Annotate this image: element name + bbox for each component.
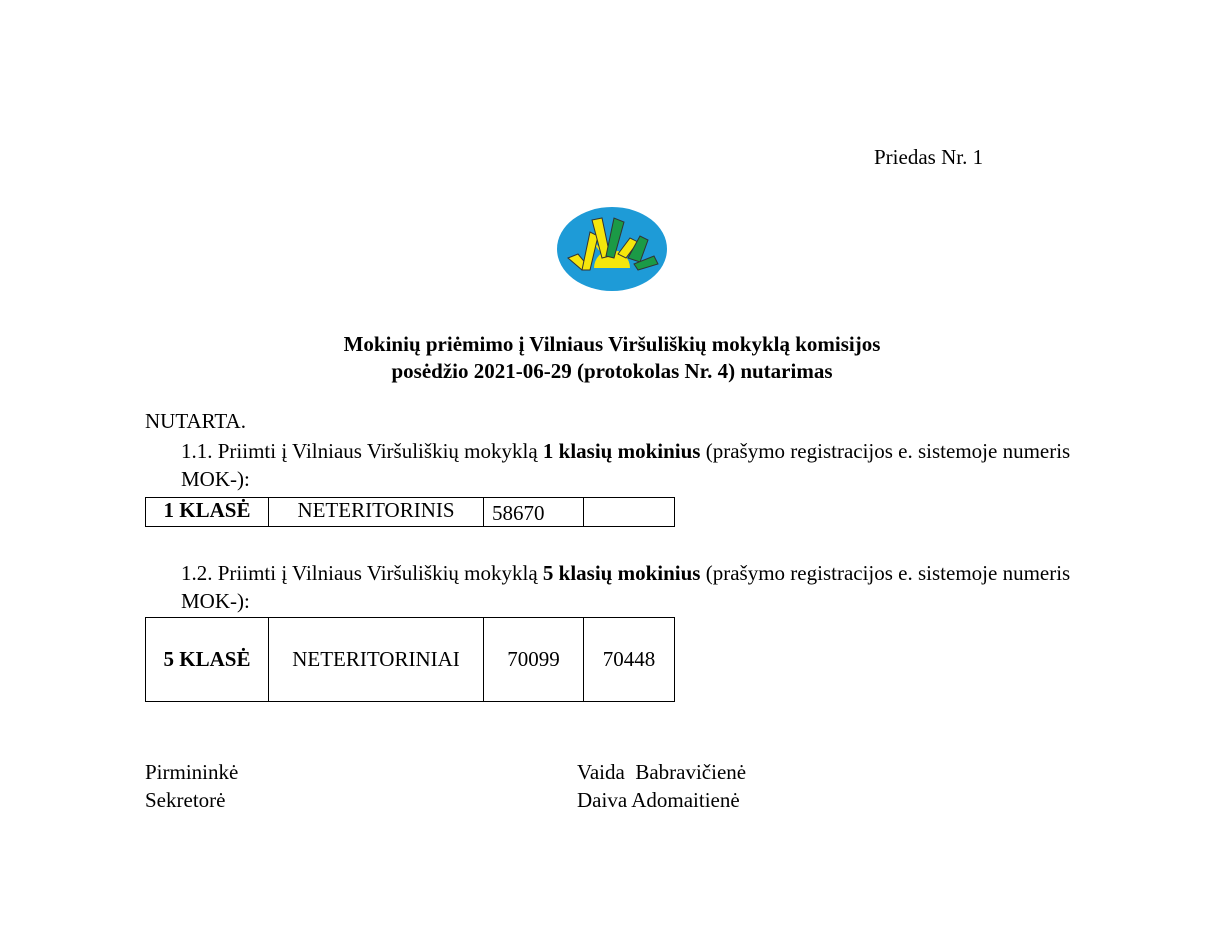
chair-name: Vaida Babravičienė xyxy=(577,760,747,784)
number-cell xyxy=(584,498,675,527)
chair-role: Pirmininkė xyxy=(145,760,239,784)
grade-5-table xyxy=(145,617,675,702)
grade-cell: 1 KLASĖ xyxy=(146,498,269,527)
grade-1-table xyxy=(145,497,675,527)
section-2-text xyxy=(181,559,1081,615)
secretary-name: Daiva Adomaitienė xyxy=(577,788,740,812)
number-cell: 70448 xyxy=(584,618,675,702)
school-logo-icon xyxy=(556,206,668,292)
section-2-prefix: 1.2. Priimti į Vilniaus Viršuliškių mokyklą xyxy=(181,561,543,585)
title-line-1: Mokinių priėmimo į Vilniaus Viršuliškių mokyklą komisijos xyxy=(343,332,881,356)
table-row xyxy=(146,498,675,527)
section-1-suffix: (prašymo registracijos e. sistemoje numeris MOK-): xyxy=(181,439,1071,491)
title-line-2: posėdžio 2021-06-29 (protokolas Nr. 4) nutarimas xyxy=(391,359,833,383)
section-1-prefix: 1.1. Priimti į Vilniaus Viršuliškių mokyklą xyxy=(181,439,543,463)
section-2-suffix: (prašymo registracijos e. sistemoje numeris MOK-): xyxy=(181,561,1071,613)
table-row xyxy=(146,618,675,702)
category-cell: NETERITORINIS xyxy=(269,498,484,527)
secretary-role: Sekretorė xyxy=(145,788,226,812)
annex-label: Priedas Nr. 1 xyxy=(874,145,984,169)
section-1-text xyxy=(181,437,1081,493)
number-cell: 70099 xyxy=(484,618,584,702)
section-1-bold: 1 klasių mokinius xyxy=(542,439,701,463)
number-cell: 58670 xyxy=(484,498,584,527)
grade-cell: 5 KLASĖ xyxy=(146,618,269,702)
category-cell: NETERITORINIAI xyxy=(269,618,484,702)
resolved-label: NUTARTA. xyxy=(145,409,246,433)
section-2-bold: 5 klasių mokinius xyxy=(542,561,701,585)
document-title xyxy=(150,331,1074,385)
